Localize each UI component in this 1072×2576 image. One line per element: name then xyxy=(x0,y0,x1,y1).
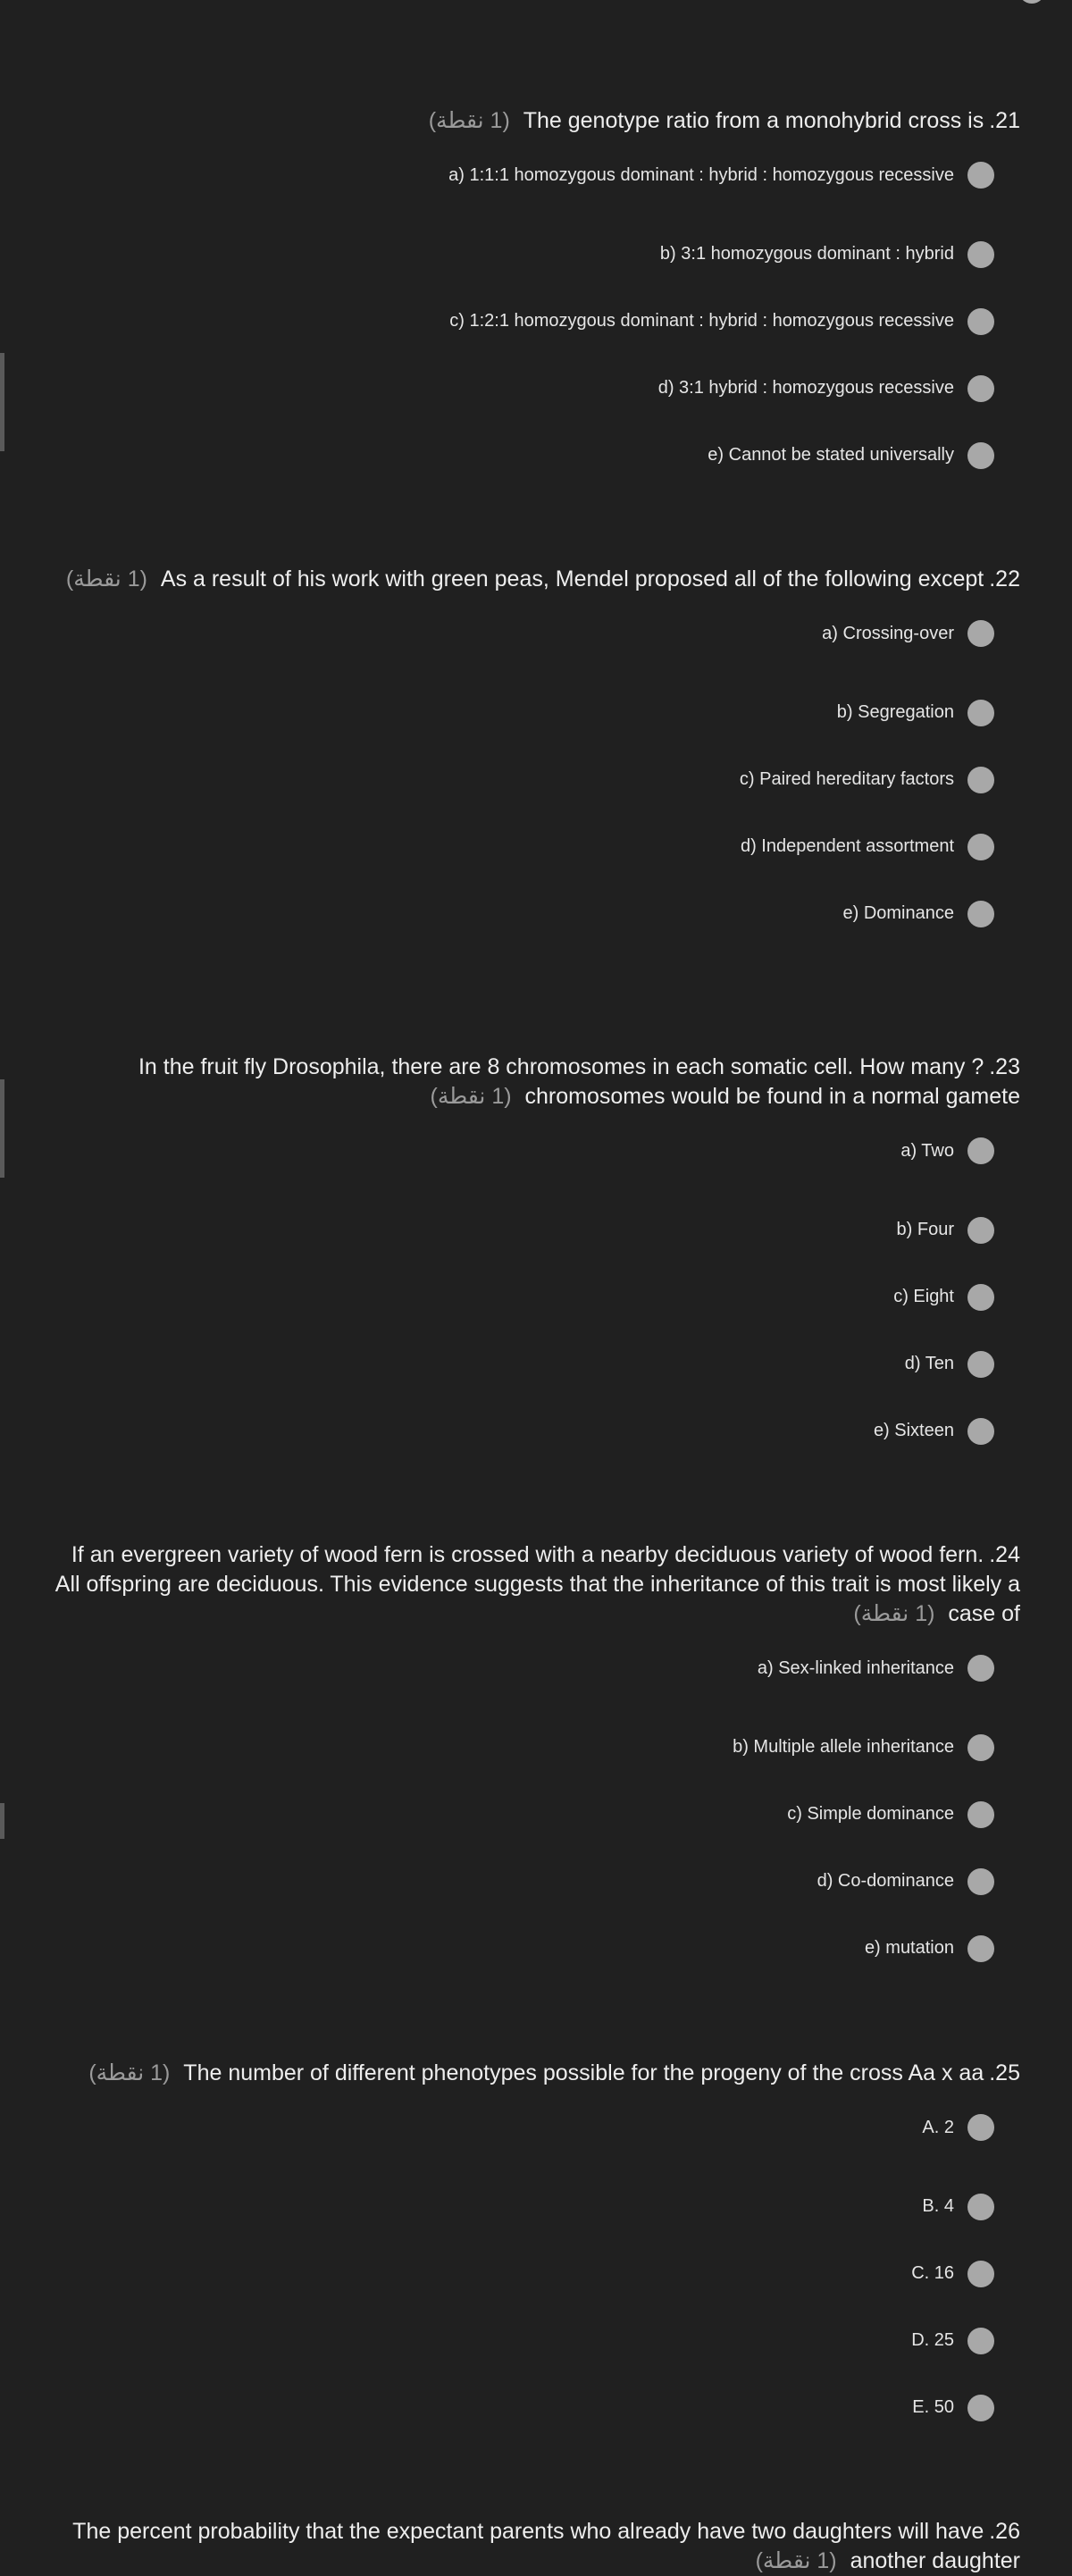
radio-button[interactable] xyxy=(967,1418,994,1445)
radio-button[interactable] xyxy=(967,1284,994,1311)
option[interactable] xyxy=(54,355,1020,422)
options-list xyxy=(54,1129,1020,1464)
radio-button[interactable] xyxy=(967,1868,994,1895)
question-number: .25 xyxy=(989,2060,1020,2085)
radio-button[interactable] xyxy=(1018,0,1045,4)
option-label[interactable]: A. 2 xyxy=(922,2117,954,2137)
question-23 xyxy=(54,1053,1020,1464)
option-label[interactable]: e) Cannot be stated universally xyxy=(708,445,954,465)
question-heading xyxy=(54,565,1020,594)
question-number: .22 xyxy=(989,566,1020,592)
option[interactable] xyxy=(54,154,1020,197)
option-label[interactable]: a) Crossing-over xyxy=(822,623,954,643)
question-25 xyxy=(54,2059,1020,2441)
question-22 xyxy=(54,565,1020,947)
option[interactable] xyxy=(54,1848,1020,1915)
option[interactable] xyxy=(54,612,1020,655)
radio-button[interactable] xyxy=(967,1935,994,1962)
option[interactable] xyxy=(54,1915,1020,1982)
question-points: (1 نقطة) xyxy=(755,2548,837,2573)
option[interactable] xyxy=(54,1714,1020,1781)
question-heading xyxy=(54,2059,1020,2088)
option-label[interactable]: c) 1:2:1 homozygous dominant : hybrid : homozygous recessive xyxy=(449,311,954,331)
radio-button[interactable] xyxy=(967,162,994,189)
option[interactable] xyxy=(54,2106,1020,2149)
question-heading xyxy=(54,2517,1020,2576)
scroll-indicator xyxy=(0,1803,4,1839)
option-label[interactable]: e) Sixteen xyxy=(873,1421,954,1440)
radio-button[interactable] xyxy=(967,442,994,469)
radio-button[interactable] xyxy=(967,1801,994,1828)
option-label[interactable]: a) Two xyxy=(900,1140,954,1161)
option-label[interactable]: b) 3:1 homozygous dominant : hybrid xyxy=(659,244,954,264)
question-text: The number of different phenotypes possible for the progeny of the cross Aa x aa xyxy=(183,2060,984,2085)
radio-button[interactable] xyxy=(967,1734,994,1761)
radio-button[interactable] xyxy=(967,1655,994,1682)
radio-button[interactable] xyxy=(967,2261,994,2287)
options-list xyxy=(54,1647,1020,1982)
radio-button[interactable] xyxy=(967,1137,994,1164)
option[interactable] xyxy=(54,288,1020,355)
radio-button[interactable] xyxy=(967,2395,994,2421)
option-label[interactable]: e) mutation xyxy=(864,1938,954,1958)
radio-button[interactable] xyxy=(967,375,994,402)
question-points: (1 نقطة) xyxy=(428,108,510,133)
option[interactable] xyxy=(54,1397,1020,1464)
option[interactable] xyxy=(54,679,1020,746)
question-text: As a result of his work with green peas, Mendel proposed all of the following except xyxy=(160,566,984,592)
option-label[interactable]: D. 25 xyxy=(911,2330,954,2350)
option-label[interactable]: c) Paired hereditary factors xyxy=(739,769,954,789)
question-heading xyxy=(54,1053,1020,1112)
question-26 xyxy=(54,2517,1020,2576)
option-label[interactable]: e) Dominance xyxy=(842,903,954,923)
option[interactable] xyxy=(54,2307,1020,2374)
radio-button[interactable] xyxy=(967,308,994,335)
option[interactable] xyxy=(54,2240,1020,2307)
scroll-indicator xyxy=(0,1079,4,1178)
question-text: If an evergreen variety of wood fern is crossed with a nearby deciduous variety of wood fern. All offspring are deciduous. This evidence suggests that the inheritance of this trait is most likely a case of xyxy=(54,1542,1020,1626)
option[interactable] xyxy=(54,422,1020,489)
option[interactable] xyxy=(54,221,1020,288)
question-text: In the fruit fly Drosophila, there are 8 chromosomes in each somatic cell. How many ?chromosomes would be found in a normal gamete xyxy=(138,1054,1020,1109)
question-heading xyxy=(54,106,1020,136)
question-number: .26 xyxy=(989,2519,1020,2544)
option[interactable] xyxy=(54,1781,1020,1848)
question-heading xyxy=(54,1540,1020,1629)
option-label[interactable]: b) Four xyxy=(896,1220,954,1239)
option-label[interactable]: E. 50 xyxy=(912,2397,954,2417)
radio-button[interactable] xyxy=(967,700,994,726)
option-label[interactable]: d) Co-dominance xyxy=(817,1871,954,1891)
options-list xyxy=(54,612,1020,947)
radio-button[interactable] xyxy=(967,241,994,268)
question-points: (1 نقطة) xyxy=(88,2060,171,2085)
option[interactable] xyxy=(54,746,1020,813)
option-label[interactable]: d) 3:1 hybrid : homozygous recessive xyxy=(657,378,954,398)
option[interactable] xyxy=(54,2173,1020,2240)
question-text: The genotype ratio from a monohybrid cross is xyxy=(523,108,984,133)
radio-button[interactable] xyxy=(967,767,994,793)
option-label[interactable]: c) Simple dominance xyxy=(787,1804,954,1824)
radio-button[interactable] xyxy=(967,620,994,647)
option-label[interactable]: c) Eight xyxy=(893,1287,954,1306)
radio-button[interactable] xyxy=(967,2194,994,2220)
option[interactable] xyxy=(54,2374,1020,2441)
option-label[interactable]: b) Multiple allele inheritance xyxy=(733,1737,954,1757)
question-text: The percent probability that the expectant parents who already have two daughters will have another daughter xyxy=(72,2519,1020,2573)
option-label[interactable]: d) Ten xyxy=(904,1354,954,1373)
question-21 xyxy=(54,106,1020,489)
option-label[interactable]: a) 1:1:1 homozygous dominant : hybrid : homozygous recessive xyxy=(448,164,954,185)
radio-button[interactable] xyxy=(967,2114,994,2141)
option-label[interactable]: B. 4 xyxy=(922,2196,954,2216)
option-label[interactable]: b) Segregation xyxy=(836,702,954,722)
option[interactable] xyxy=(54,1647,1020,1690)
option[interactable] xyxy=(54,1263,1020,1330)
question-points: (1 نقطة) xyxy=(65,566,147,592)
question-number: .24 xyxy=(989,1542,1020,1567)
radio-button[interactable] xyxy=(967,1351,994,1378)
option[interactable] xyxy=(54,1330,1020,1397)
radio-button[interactable] xyxy=(967,2328,994,2354)
question-points: (1 نقطة) xyxy=(853,1601,935,1626)
option[interactable] xyxy=(54,813,1020,880)
options-list xyxy=(54,154,1020,489)
option-label[interactable]: a) Sex-linked inheritance xyxy=(757,1657,954,1678)
question-number: .23 xyxy=(989,1054,1020,1079)
option[interactable] xyxy=(54,1196,1020,1263)
radio-button[interactable] xyxy=(967,1217,994,1244)
question-number: .21 xyxy=(989,108,1020,133)
question-24 xyxy=(54,1540,1020,1982)
option[interactable] xyxy=(54,1129,1020,1172)
options-list xyxy=(54,2106,1020,2441)
radio-button[interactable] xyxy=(967,901,994,927)
question-points: (1 نقطة) xyxy=(430,1084,512,1109)
option-label[interactable]: C. 16 xyxy=(911,2263,954,2283)
option-label[interactable]: d) Independent assortment xyxy=(740,836,954,856)
option[interactable] xyxy=(54,880,1020,947)
radio-button[interactable] xyxy=(967,834,994,860)
scroll-indicator xyxy=(0,353,4,451)
